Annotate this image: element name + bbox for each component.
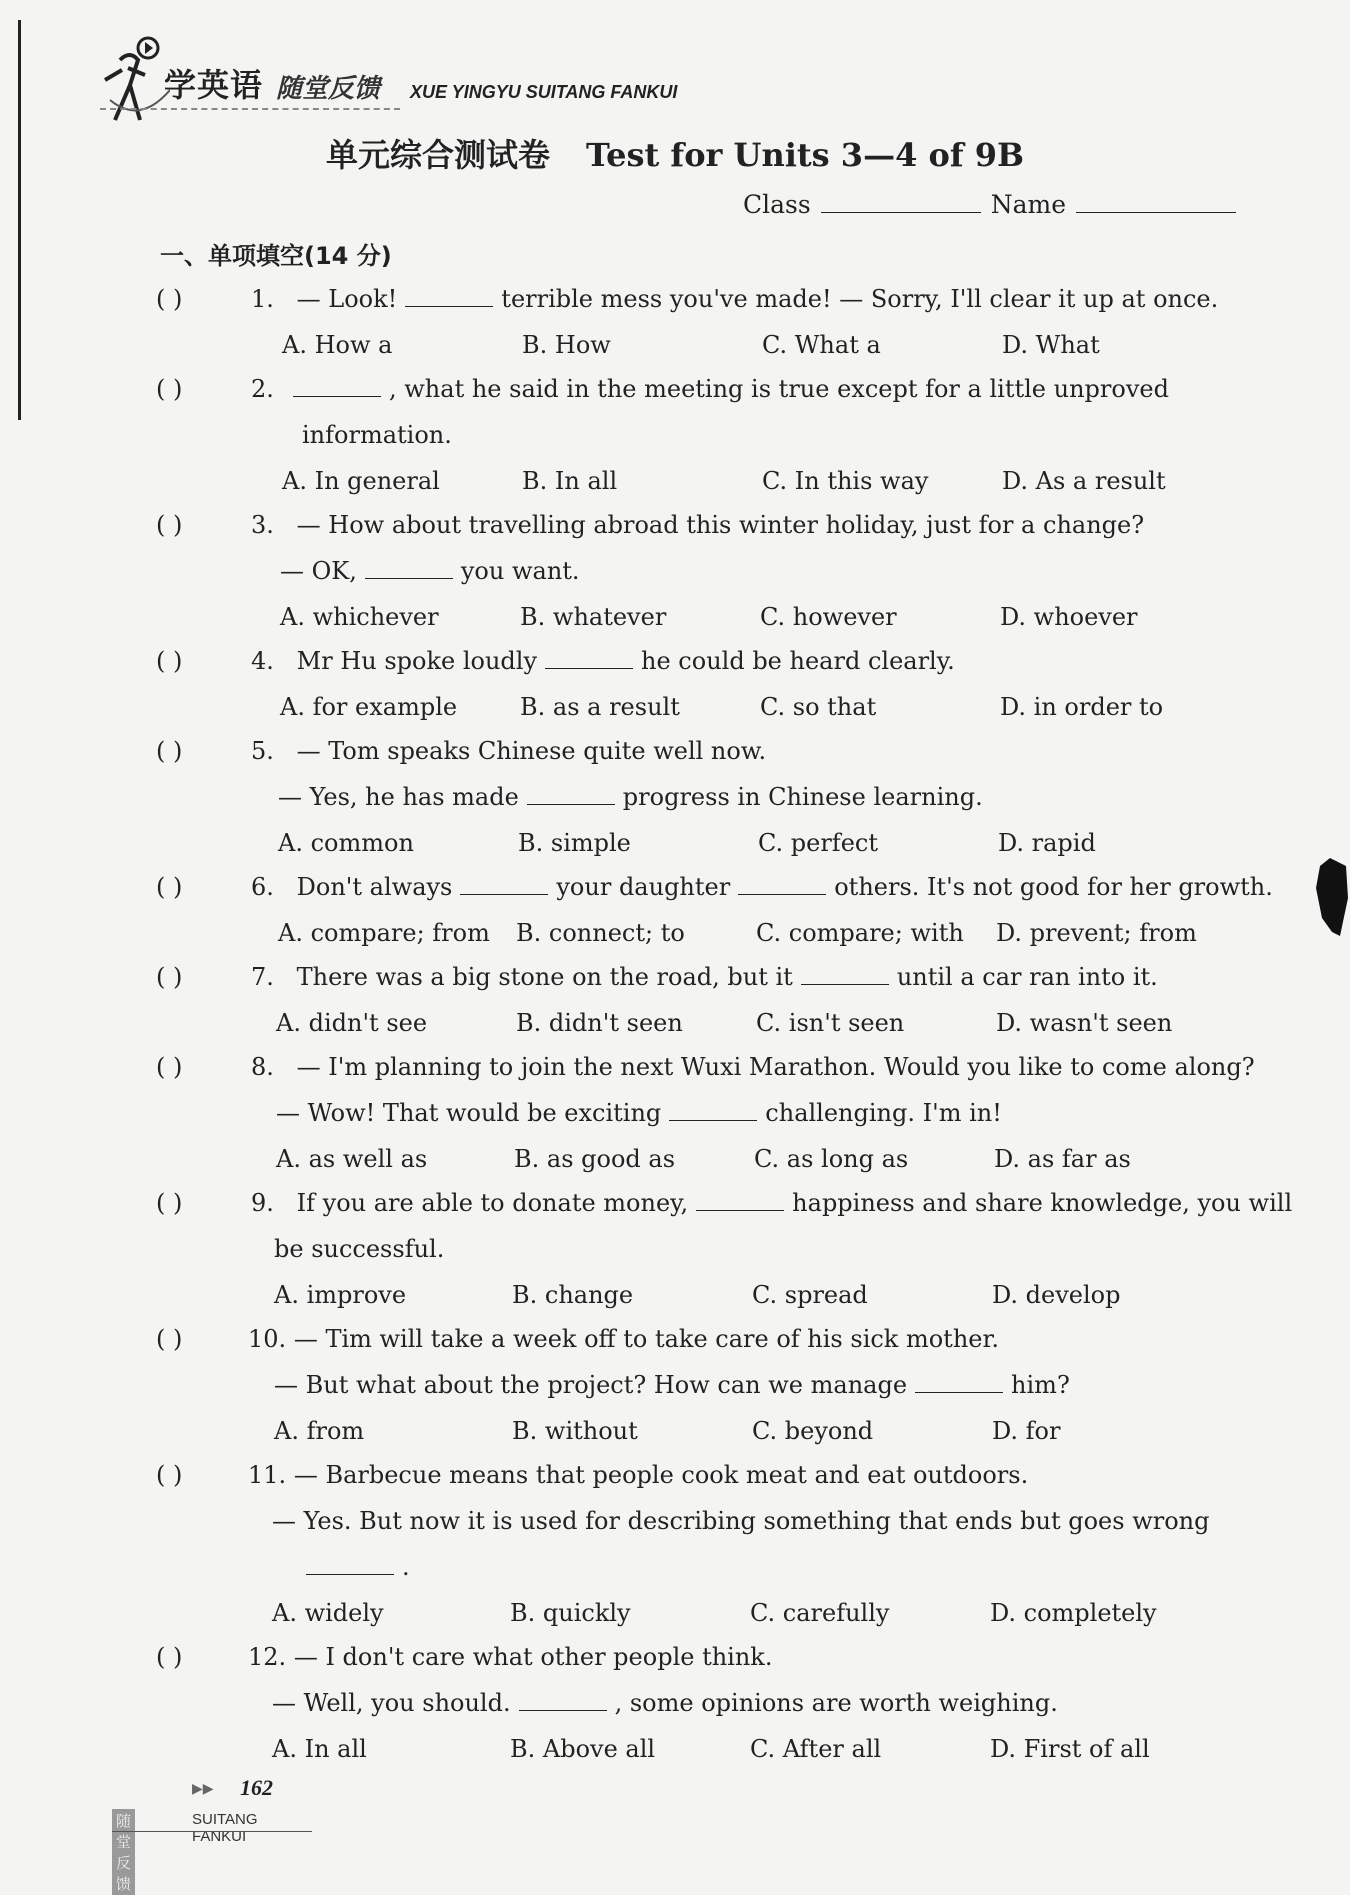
runner-logo-icon xyxy=(100,30,170,130)
question-4 xyxy=(156,638,1250,730)
options xyxy=(156,1000,1250,1046)
option-d[interactable]: D. completely xyxy=(990,1599,1157,1627)
name-blank[interactable] xyxy=(1076,190,1236,213)
question-number: 3. xyxy=(251,511,274,539)
question-text: — Look! xyxy=(296,285,398,313)
question-9 xyxy=(156,1180,1293,1318)
class-blank[interactable] xyxy=(821,190,981,213)
option-c[interactable]: C. beyond xyxy=(752,1417,874,1445)
option-b[interactable]: B. Above all xyxy=(510,1735,656,1763)
options xyxy=(156,322,1250,368)
question-number: 8. xyxy=(251,1053,274,1081)
answer-paren[interactable]: ( ) xyxy=(156,1325,183,1353)
option-c[interactable]: C. however xyxy=(760,603,897,631)
answer-blank[interactable] xyxy=(696,1188,784,1211)
answer-blank[interactable] xyxy=(915,1370,1003,1393)
question-text: , what he said in the meeting is true except for a little unproved xyxy=(389,375,1169,403)
answer-paren[interactable]: ( ) xyxy=(156,1053,183,1081)
option-a[interactable]: A. In general xyxy=(282,467,440,495)
answer-blank[interactable] xyxy=(365,556,453,579)
question-text: him? xyxy=(1011,1371,1070,1399)
question-number: 12. xyxy=(248,1643,287,1671)
question-number: 4. xyxy=(251,647,274,675)
question-text: your daughter xyxy=(556,873,731,901)
answer-blank[interactable] xyxy=(405,284,493,307)
option-a[interactable]: A. In all xyxy=(272,1735,367,1763)
title-chinese: 单元综合测试卷 xyxy=(325,136,550,174)
option-d[interactable]: D. First of all xyxy=(990,1735,1150,1763)
option-a[interactable]: A. didn't see xyxy=(276,1009,428,1037)
option-c[interactable]: C. compare; with xyxy=(756,919,964,947)
option-d[interactable]: D. in order to xyxy=(1000,693,1164,721)
question-5 xyxy=(156,728,1250,866)
answer-blank[interactable] xyxy=(738,872,826,895)
header-divider xyxy=(100,108,400,110)
header xyxy=(100,20,700,130)
option-d[interactable]: D. As a result xyxy=(1002,467,1166,495)
option-b[interactable]: B. In all xyxy=(522,467,618,495)
question-text: — Tom speaks Chinese quite well now. xyxy=(296,737,767,765)
option-c[interactable]: C. What a xyxy=(762,331,881,359)
option-d[interactable]: D. as far as xyxy=(994,1145,1131,1173)
option-a[interactable]: A. widely xyxy=(272,1599,384,1627)
options xyxy=(156,1136,1250,1182)
title-english: Test for Units 3—4 of 9B xyxy=(585,136,1025,174)
footer-brand-cn: 随堂反馈 xyxy=(112,1809,135,1895)
options xyxy=(156,1590,1250,1636)
question-text: Don't always xyxy=(296,873,453,901)
option-b[interactable]: B. without xyxy=(512,1417,638,1445)
section-heading: 一、单项填空(14 分) xyxy=(160,242,392,270)
question-text: Mr Hu spoke loudly xyxy=(296,647,538,675)
option-a[interactable]: A. whichever xyxy=(280,603,439,631)
question-text: — But what about the project? How can we manage xyxy=(274,1371,908,1399)
answer-paren[interactable]: ( ) xyxy=(156,647,183,675)
question-text: challenging. I'm in! xyxy=(765,1099,1002,1127)
option-c[interactable]: C. In this way xyxy=(762,467,929,495)
option-a[interactable]: A. common xyxy=(278,829,414,857)
question-number: 1. xyxy=(251,285,274,313)
option-c[interactable]: C. carefully xyxy=(750,1599,890,1627)
question-text: — Well, you should. xyxy=(272,1689,511,1717)
logo-english: XUE YINGYU SUITANG FANKUI xyxy=(410,82,678,102)
option-b[interactable]: B. quickly xyxy=(510,1599,631,1627)
option-d[interactable]: D. develop xyxy=(992,1281,1121,1309)
answer-paren[interactable]: ( ) xyxy=(156,285,183,313)
logo-subtitle: 随堂反馈 xyxy=(276,74,381,104)
option-d[interactable]: D. What xyxy=(1002,331,1100,359)
answer-blank[interactable] xyxy=(669,1098,757,1121)
answer-paren[interactable]: ( ) xyxy=(156,737,183,765)
footer-brand-en: SUITANG FANKUI xyxy=(192,1811,258,1845)
question-8 xyxy=(156,1044,1255,1182)
answer-paren[interactable]: ( ) xyxy=(156,1461,183,1489)
option-c[interactable]: C. After all xyxy=(750,1735,882,1763)
option-b[interactable]: B. change xyxy=(512,1281,634,1309)
question-text-cont: be successful. xyxy=(274,1235,445,1263)
question-number: 11. xyxy=(248,1461,287,1489)
answer-blank[interactable] xyxy=(545,646,633,669)
option-a[interactable]: A. How a xyxy=(282,331,393,359)
option-b[interactable]: B. How xyxy=(522,331,611,359)
question-text: . xyxy=(402,1553,410,1581)
option-a[interactable]: A. compare; from xyxy=(278,919,490,947)
option-c[interactable]: C. as long as xyxy=(754,1145,909,1173)
options xyxy=(156,910,1250,956)
question-7 xyxy=(156,954,1250,1046)
option-b[interactable]: B. connect; to xyxy=(516,919,685,947)
name-label: Name xyxy=(990,190,1066,219)
answer-paren[interactable]: ( ) xyxy=(156,1643,183,1671)
question-number: 2. xyxy=(251,375,274,403)
question-6 xyxy=(156,864,1273,956)
answer-blank[interactable] xyxy=(293,374,381,397)
question-text: — How about travelling abroad this winter holiday, just for a change? xyxy=(296,511,1145,539)
answer-paren[interactable]: ( ) xyxy=(156,873,183,901)
question-text: others. It's not good for her growth. xyxy=(834,873,1273,901)
question-text: If you are able to donate money, xyxy=(296,1189,689,1217)
binding-line xyxy=(18,20,21,420)
question-number: 10. xyxy=(248,1325,287,1353)
question-text: — Yes. But now it is used for describing something that ends but goes wrong xyxy=(272,1507,1210,1535)
answer-blank[interactable] xyxy=(460,872,548,895)
options xyxy=(156,594,1250,640)
answer-paren[interactable]: ( ) xyxy=(156,1189,183,1217)
question-text: — Tim will take a week off to take care of his sick mother. xyxy=(293,1325,999,1353)
question-text: — OK, xyxy=(280,557,357,585)
options xyxy=(156,458,1250,504)
options xyxy=(156,1272,1250,1318)
option-c[interactable]: C. so that xyxy=(760,693,877,721)
page-title xyxy=(0,130,1350,176)
question-text: you want. xyxy=(460,557,580,585)
question-1 xyxy=(156,276,1250,368)
option-a[interactable]: A. from xyxy=(274,1417,365,1445)
page-number: 162 xyxy=(240,1775,273,1800)
question-text: until a car ran into it. xyxy=(896,963,1158,991)
options xyxy=(156,1726,1250,1772)
answer-paren[interactable]: ( ) xyxy=(156,963,183,991)
question-text: terrible mess you've made! — Sorry, I'll clear it up at once. xyxy=(501,285,1219,313)
question-text: , some opinions are worth weighing. xyxy=(614,1689,1058,1717)
options xyxy=(156,820,1250,866)
question-text: — Wow! That would be exciting xyxy=(276,1099,662,1127)
option-b[interactable]: B. simple xyxy=(518,829,631,857)
question-text: — Yes, he has made xyxy=(278,783,519,811)
question-number: 9. xyxy=(251,1189,274,1217)
question-text: happiness and share knowledge, you will xyxy=(792,1189,1293,1217)
question-number: 7. xyxy=(251,963,274,991)
option-a[interactable]: A. for example xyxy=(280,693,458,721)
option-b[interactable]: B. as a result xyxy=(520,693,680,721)
option-c[interactable]: C. isn't seen xyxy=(756,1009,905,1037)
question-text: — I don't care what other people think. xyxy=(293,1643,773,1671)
class-name-line xyxy=(743,190,1246,219)
answer-blank[interactable] xyxy=(306,1552,394,1575)
answer-blank[interactable] xyxy=(527,782,615,805)
options xyxy=(156,684,1250,730)
class-label: Class xyxy=(743,190,811,219)
logo-title: 学英语 xyxy=(164,66,264,104)
option-d[interactable]: D. wasn't seen xyxy=(996,1009,1173,1037)
double-arrow-icon: ▶▶ xyxy=(192,1781,214,1797)
answer-blank[interactable] xyxy=(801,962,889,985)
question-10 xyxy=(156,1316,1250,1454)
question-number: 6. xyxy=(251,873,274,901)
option-b[interactable]: B. as good as xyxy=(514,1145,676,1173)
option-a[interactable]: A. improve xyxy=(274,1281,407,1309)
option-c[interactable]: C. perfect xyxy=(758,829,878,857)
option-b[interactable]: B. didn't seen xyxy=(516,1009,683,1037)
option-b[interactable]: B. whatever xyxy=(520,603,667,631)
options xyxy=(156,1408,1250,1454)
question-2 xyxy=(156,366,1250,504)
answer-blank[interactable] xyxy=(519,1688,607,1711)
footer-divider xyxy=(112,1831,312,1832)
option-a[interactable]: A. as well as xyxy=(276,1145,428,1173)
question-text-cont: information. xyxy=(302,421,452,449)
question-11 xyxy=(156,1452,1250,1636)
option-c[interactable]: C. spread xyxy=(752,1281,868,1309)
question-3 xyxy=(156,502,1250,640)
answer-paren[interactable]: ( ) xyxy=(156,511,183,539)
option-d[interactable]: D. rapid xyxy=(998,829,1096,857)
option-d[interactable]: D. prevent; from xyxy=(996,919,1197,947)
question-12 xyxy=(156,1634,1250,1772)
option-d[interactable]: D. for xyxy=(992,1417,1061,1445)
question-number: 5. xyxy=(251,737,274,765)
ink-blot-mark xyxy=(1312,858,1350,938)
answer-paren[interactable]: ( ) xyxy=(156,375,183,403)
question-text: — Barbecue means that people cook meat and eat outdoors. xyxy=(293,1461,1029,1489)
question-text: There was a big stone on the road, but it xyxy=(296,963,793,991)
question-text: he could be heard clearly. xyxy=(641,647,955,675)
question-text: — I'm planning to join the next Wuxi Marathon. Would you like to come along? xyxy=(296,1053,1255,1081)
option-d[interactable]: D. whoever xyxy=(1000,603,1138,631)
question-text: progress in Chinese learning. xyxy=(622,783,983,811)
